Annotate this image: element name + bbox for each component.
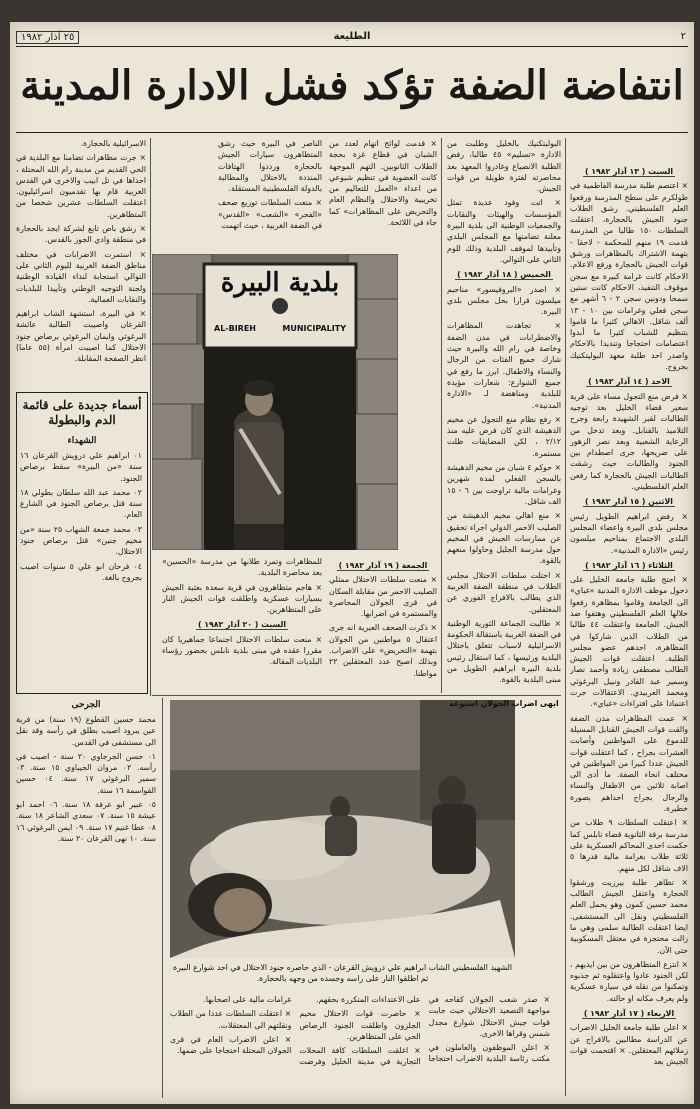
column-divider (150, 138, 151, 696)
news-item: × حاصرت قوات الاحتلال مخيم الجلزون واطلقت الجنود الرصاص الحي على المتظاهرين. (299, 1009, 421, 1041)
news-item: ٠١ حسن الجرجاوي ٢٠ سنة - اصيب في رأسه. ٠٢ مروان الجيباوي ١٥ سنة. ٠٣ سمير البرغوثي ١٧ سنة. ٠٤ حسين القواسمة ١٦ سنة. (16, 751, 156, 795)
news-item: × اصدر «البروفيسور» مناحيم ميلسون قرارا بحل مجلس بلدي البيرة. (447, 284, 561, 317)
news-item: × في البيرة، استشهد الشاب ابراهيم القرعان واصيبت الطالبة عائشة البرغوثي وايمان البرغوثي برصاص جنود الاحتلال كما اصيبت امرأة (٥٥ عاما) انظر الصفحة المقابلة. (16, 309, 146, 364)
sign-latin-municipality: MUNICIPALITY (282, 324, 346, 333)
date-heading: الثلاثاء ( ١٦ آذار ١٩٨٢ ) (585, 560, 673, 570)
date-heading-row (570, 496, 688, 507)
news-item: × اعتصم طلبة مدرسة الفاطمية في طولكرم على سطح المدرسة ورفعوا العلم الفلسطيني. رشق الطلاب جنود الجيش بالحجارة، اعتقلت السلطات ١٥٠ طالبا من المدرسة قدمت ١٩ منهم للمحكمة - لاحقا - بتهمة الاشتراك بالمظاهرات ورشق قوات الجيش بالحجارة ورفع الاعلام. الاحكام كانت غرامة كبيرة مع سجن موقوف التنفيذ، الاحكام كانت ستين سمحا ودونين سجن ٢ - ٦ أشهر مع سجن فعلي وغرامات بين ١٠ - ١٣ ألف شاقل. الاهالي كثيرا ما قاموا بتنظيم للشباب كثيرا ما أبدوا اعتصامات احتجاجا وتنديدا بالاحكام واصدر احد طلبة معهد البوليتكنيك بجروح. (570, 181, 688, 372)
sign-latin-city: AL-BIREH (214, 324, 257, 333)
news-item: × استمرت الاضرابات في مختلف مناطق الضفة الغربية لليوم الثاني على التوالي استجابة لنداء القيادة الوطنية ولجنة التوجيه الوطني وتأييدا للبلديات والنقابات العمالية. (16, 249, 146, 304)
paper-name: الطليعة (333, 31, 371, 42)
news-item: ٠١ ابراهيم علي درويش القرعان ١٦ سنة «من البيرة» سقط برصاص الجنود. (20, 451, 142, 483)
municipality-photo (152, 254, 398, 550)
date-heading: الجمعة ( ١٩ آذار ١٩٨٢ ) (338, 561, 428, 570)
martyr-photo-caption: الشهيد الفلسطيني الشاب ابراهيم علي درويش القرعان - الذي حاصره جنود الاحتلال في احد شوارع البيرة ثم اطلقوا النار على راسه وجسده من وجهه بالحجارة. (172, 963, 512, 983)
news-item: × اعتقلت السلطات ٩ طلاب من مدرسة برقة الثانوية قضاء نابلس كما حكمت احدى المحاكم العسكرية على ثلاثة طلاب بغرامة مالية قدرها ٥ الاف شاقل لكل منهم. (570, 818, 688, 873)
header-rule (16, 46, 688, 47)
news-item: × انتزع المتظاهرون من بين ايديهم ، لكن الجنود عادوا واعتقلوه ثم جذبوه وتمكنوا من نقله في سيارة عسكرية ولم يعرف مكانه او حالته. (570, 959, 688, 1003)
date-heading-row (570, 376, 688, 387)
date-heading-row (570, 560, 688, 571)
news-item: × رفع نظام منع التجول عن مخيم الدهيشة الذي كان فرض عليه منذ ٢/١٢ ، لكن المضايقات ظلت مستمرة. (447, 414, 561, 458)
news-item: × اغلقت السلطات كافة المحلات التجارية في مدينة الخليل وفرضت غرامات مالية على اصحابها. (203, 995, 421, 1067)
news-item: ٠٢ محمد عبد الله سلطان بطولي ١٨ سنة قتل برصاص الجنود في الشارع العام. (20, 487, 142, 520)
news-item: × جرت مظاهرات تضامنا مع البلدية في الحي القديم من مدينة رام الله المحتلة ، احداها في تل ابيب والاخرى في القدس الغربية قام بها تقدميون اسرائيليون. اعتقلت السلطات عشرين شخصا من المتظاهرين. (16, 153, 146, 219)
column-chronicle-3-lower (329, 556, 437, 691)
news-item: × احتج طلبة جامعة الخليل على دخول موظف الادارة المدنية «غباي» الى الجامعة وقاموا بمظاهرة رفعوا خلالها العلم الفلسطيني وهتفوا ضد الجيش. الجامعة واعتقلت ٤٤ طالبا من الطلاب الذين شاركوا في المظاهرة، احدهم عضو مجلس الطلبة. اعتقلت قوات الجيش الطالب مصطفى زيادة وأحمد نصار وسمير عبد القادر ونبيل البرغوثي ومحمد العربيدي. الاعتقالات جرت اعتمادا على افتراءات «غباي». (570, 575, 688, 709)
date-heading: الخميس ( ١٨ آذار ١٩٨٢ ) (457, 270, 551, 280)
news-item: × تجاهدت المظاهرات والاضطرابات في مدن الضفة وخاصة في رام الله والبيرة حيث شارك جميع الفئات من الرجال والنساء والاطفال. ابرز ما رفع في جميع الشوارع: شعارات مؤيدة للبلدية ومناهضة لـ «الادارة المدنية». (447, 321, 561, 410)
news-item: × تظاهر طلبة بيرزيت ورشقوا الحجارة واعتقل الجيش الطالب محمد حسين كمون وهو يحمل العلم الفلسطيني ونقل الى المستشفى. ايضا اعتقلت الطالبة سلمى وهي ما زالت محتجزة في معتقل المسكوبية حتى الآن. (570, 877, 688, 955)
news-item: البوليتكنيك بالخليل وطلبت من الادارة «تسليم» ٤٥ طالبا، رفض الطلبة الانصياع وغادروا المعهد بعد محاصرته لفترة طويلة من قوات الجيش. (447, 139, 561, 194)
news-item: للمظاهرات وتمرد طلابها من مدرسة «الحسين» بعد محاصرة البلدية. (162, 557, 322, 578)
column-chronicle-4 (218, 138, 322, 250)
headline-rule (16, 132, 688, 133)
page-number: ٢ (680, 31, 686, 42)
golan-strike-caption: ابهى اضراب الجولان اسبوعه (449, 699, 559, 708)
running-header (10, 24, 694, 44)
news-item: × اعتقلت السلطات عددا من الطلاب ونقلتهم الى المعتقلات. (170, 1009, 292, 1030)
martyrs-list (20, 450, 142, 684)
news-item: × اعلن الاضراب العام في قرى الجولان المحتلة احتجاجا على ضمها. (170, 1034, 292, 1056)
column-chronicle-2 (447, 138, 561, 691)
news-item: الاسرائيلية بالحجارة. (80, 139, 146, 148)
news-item: × منعت السلطات توزيع صحف «الفجر» «الشعب» «القدس» في الضفة الغربية ، حيث اتهمت (218, 198, 322, 231)
municipality-photo-art (152, 254, 398, 550)
date-heading-row (447, 269, 561, 280)
headline: انتفاضة الضفة تؤكد فشل الادارة المدينة (20, 62, 684, 109)
column-chronicle-1 (570, 162, 688, 1097)
sign-arabic: بلدية البيرة (220, 268, 340, 298)
news-item: ٠٣ محمد جمعة الشهاب ٢٥ سنة «من مخيم جنين» قتل برصاص جنود الاحتلال. (20, 524, 142, 557)
column-chronicle-5 (16, 138, 146, 386)
martyrs-box-title: أسماء جديدة على قائمة الدم والبطولة (22, 398, 142, 427)
news-item: × اتت وفود عديدة تمثل المؤسسات والهيئات والنقابات والجمعيات الوطنية الى بلدية البيرة معلنة تضامنها مع المجلس البلدي وتأييدها لموقف البلدية وذلك للوم الثاني على التوالي. (447, 198, 561, 264)
column-divider (162, 698, 163, 1098)
date-heading-row (570, 1008, 688, 1019)
section-rule (152, 695, 561, 696)
bottom-chronicle (170, 994, 550, 1097)
wounded-heading: الجرحى (71, 700, 101, 710)
news-item: × فرض منع التجول مساء على قرية سعير قضاء الخليل بعد توجيه الطالبات لقبر الشهيدة رابعة وجرح التلاميذ بالقنابل. وبعد تدخل من الرعاية الشعبية وبعد نصر الزهور على ضريحها، جرى اصطدام بين الجنود والطالبات حيث رشقت الطالبات الجيش بالحجارة كما رفعن العلم الفلسطيني. (570, 391, 688, 492)
news-item: × اعلن الموظفون والعاملون في مكتب رئاسة البلدية الاضراب احتجاجا على الاعتداءات المتكررة بحقهم. (316, 995, 550, 1064)
news-item: × اعلن طلبة جامعة الخليل الاضراب عن الدراسة مطالبين بالافراج عن زملائهم المعتقلين. × اقتحمت قوات الجيش بعد (570, 1023, 688, 1067)
martyr-photo (170, 700, 515, 958)
news-item: × صدر شعب الجولان كفاحه في مواجهة التصعيد الاحتلالي حيث جابت قوات جيش الاحتلال شوارع مجدل شمس وقراها الاخرى. (428, 995, 550, 1038)
issue-date: ٢٥ آذار ١٩٨٢ (16, 31, 79, 44)
date-heading: الاربعاء ( ١٧ آذار ١٩٨٢ ) (583, 1009, 675, 1019)
column-chronicle-4-lower (162, 556, 322, 691)
news-item: ٠٥ عبير ابو عرفة ١٨ سنة. ٠٦ احمد ابو عيشة ١٥ سنة. ٠٧ سعدي الشاعر ١٨ سنة. ٠٨ عطا غنيم ١٧ سنة. ٠٩ ايمن البرغوثي ١٦ سنة. ١٠ نهى القرعان ٢٠ سنة. (16, 800, 156, 843)
news-item: × رشق باص تابع لشركة ايجد بالحجارة في منطقة وادي الجوز بالقدس. (16, 224, 146, 245)
date-heading: السبت ( ٢٠ آذار ١٩٨٢ ) (197, 620, 287, 630)
news-item: × منع اهالي مخيم الدهيشة من الصليب الاحمر الدولي اجراء تحقيق عن ممارسات الجيش في المخيم حول مدرسة الجليل وحاولوا منعهم بالقوة. (447, 511, 561, 566)
news-item: × احتلت سلطات الاحتلال مجلس الطلاب في منطقة الضفة الغربية الذي يطالب بالافراج الفوري عن المعتقلين. (447, 570, 561, 614)
date-heading: الاحد ( ١٤ آذار ١٩٨٢ ) (588, 377, 670, 387)
wounded-list (16, 714, 156, 1097)
news-item: الناصر في البيرة حيث رشق المتظاهرون سيارات الجيش بالحجارة ورددوا الهتافات المنددة بالاحتلال والمطالبة بالدولة الفلسطينية المستقلة. (218, 139, 322, 194)
newspaper-page (10, 22, 694, 1104)
news-item: × منعت سلطات الاحتلال اجتماعا جماهيريا كان مقررا عقده في مبنى بلدية نابلس بحضور رؤساء البلديات المقالة. (162, 634, 322, 667)
date-heading: السبت ( ١٣ آذار ١٩٨٢ ) (584, 167, 674, 176)
news-item: × عمت المظاهرات مدن الضفة والقت قوات الجيش القنابل المسيلة للدموع على المواطنين وأصابت العشرات بجراح ، كما اعتقلت قوات الجيش عددا كبيرا من المواطنين في مختلف انحاء الضفة. ما أدى الى اصابة ثلاثين من الاطفال والنساء والرجال بجراح احداهم بصورة خطيرة. (570, 713, 688, 814)
news-item: محمد حسين القطوع (١٩ سنة) من قرية عين يبرود اصيب بطلق في رأسه وقد نقل الى مستشفى في القدس. (16, 715, 156, 747)
column-divider (441, 138, 442, 693)
date-heading: الاثنين ( ١٥ آذار ١٩٨٢ ) (585, 497, 673, 507)
news-item: × قدمت لوائح اتهام لعدد من الشبان في قطاع غزة بحجة الطلاب الثانويين. التهم الموجهة كانت العضوية في تنظيم شيوعي من اعداء «العمل للتعاليم من تخريبية والاحتلال والنظام العام والتحريض على المظاهرات» كما جاء في اللائحة. (329, 139, 437, 228)
date-heading-row (570, 166, 688, 177)
date-heading-row (329, 560, 437, 571)
column-divider (565, 138, 566, 1096)
news-item: ٠٤ فرحان ابو علي ٥ سنوات اصيب بجروح بالغة. (20, 561, 142, 582)
date-heading-row (162, 619, 322, 630)
martyrs-heading: الشهداء (67, 436, 97, 446)
column-chronicle-3 (329, 138, 437, 250)
news-item: × ذكرت الصحف العبرية انه جرى اعتقال ٥ مواطنين من الجولان بتهمة «التحريض» على الاضراب. وبذلك اصبح عدد المعتقلين ٢٢ مواطنا. (329, 623, 437, 678)
news-item: × حوكم ٤ شبان من مخيم الدهيشة بالسجن الفعلي لمدة شهرين وغرامات مالية تراوحت بين ٦ - ١٥ الف شاقل. (447, 463, 561, 506)
news-item: × منعت سلطات الاحتلال ممثلي الصليب الاحمر من مقابلة السكان في قرى الجولان المحاصرة والمستمرة في اضرابها. (329, 575, 437, 619)
news-item: × رفض ابراهيم الطويل رئيس مجلس بلدي البيرة واعضاء المجلس البلدي الاجتماع بمناحيم ميلسون رئيس «الادارة المدنية». (570, 511, 688, 555)
news-item: × طالبت الجماعة الثورية الوطنية في الضفة الغربية باستقالة الحكومة الاسرائيلية لاسباب تتعلق باحتلال البلدية ورئيسها ، كما استقال رئيس بلدية البيرة ابراهيم الطويل من مبنى البلدية بالقوة. (447, 618, 561, 685)
news-item: × هاجم متظاهرون في قرية سعدة بعثبة الجيش بسيارات عسكرية واطلقت قوات الجيش النار على المتظاهرين. (162, 582, 322, 615)
martyr-photo-art (170, 700, 515, 958)
